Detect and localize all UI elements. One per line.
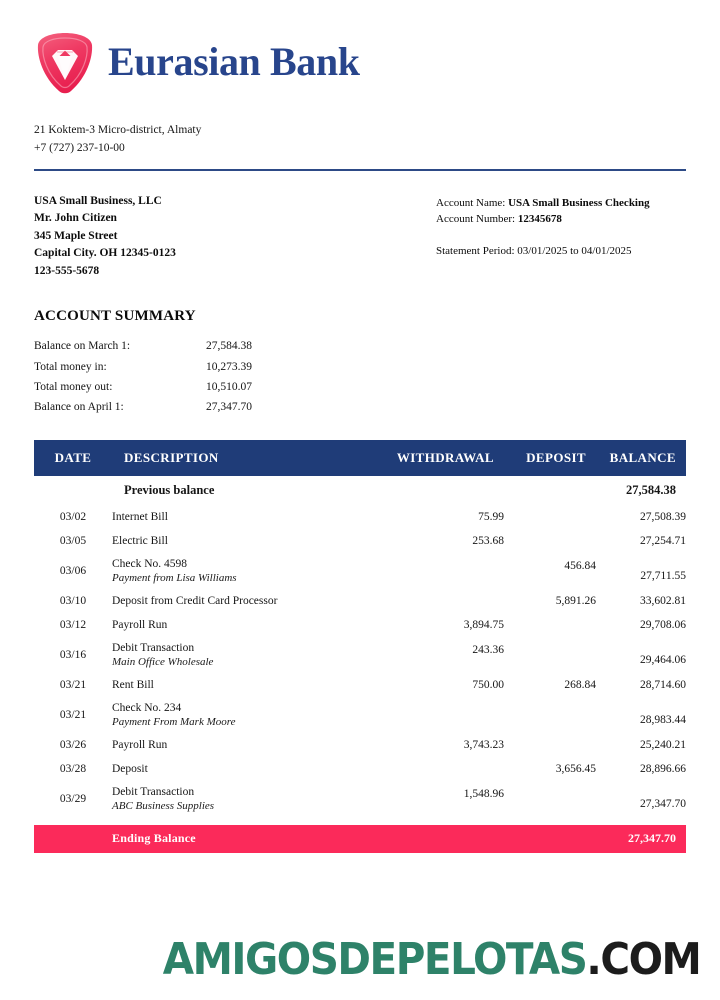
customer-contact: Mr. John Citizen [34,212,117,225]
table-row [34,553,686,589]
row-balance: 25,240.21 [640,738,686,751]
brand-name: Eurasian Bank [108,39,360,84]
row-withdrawal [374,553,504,589]
column-header-deposit[interactable]: DEPOSIT [504,440,596,476]
row-balance: 28,983.44 [640,713,686,726]
table-row [34,733,686,757]
row-withdrawal [374,697,504,733]
row-withdrawal [374,589,504,613]
row-date: 03/21 [59,678,87,691]
row-description-sub: Payment from Lisa Williams [112,571,237,584]
row-deposit [504,505,596,529]
previous-balance-date [34,476,112,505]
row-description-main: Check No. 4598 [112,557,188,570]
summary-label: Total money out: [34,380,113,393]
row-description-main: Electric Bill [112,534,168,547]
bank-phone: +7 (727) 237-10-00 [34,141,125,154]
row-date: 03/29 [59,792,87,805]
site-watermark [162,934,700,985]
row-description-main: Debit Transaction [112,641,195,654]
customer-company: USA Small Business, LLC [34,194,162,207]
watermark-tld: .COM [586,934,700,985]
row-date: 03/05 [59,534,87,547]
previous-balance-withdrawal [374,476,504,505]
account-summary-body [34,337,252,418]
row-date: 03/28 [59,762,87,775]
row-deposit: 5,891.26 [555,594,596,607]
customer-street: 345 Maple Street [34,229,118,242]
transactions-header-row [34,440,686,476]
row-deposit [504,529,596,553]
customer-address [34,193,176,280]
account-name-line [436,195,686,212]
summary-value: 10,510.07 [206,380,252,393]
row-description-sub: Payment From Mark Moore [112,715,236,728]
row-balance: 27,711.55 [640,569,686,582]
summary-row [34,377,252,397]
summary-label: Balance on March 1: [34,340,131,353]
summary-row [34,398,252,418]
row-description-sub: Main Office Wholesale [112,655,214,668]
row-balance: 29,708.06 [640,618,686,631]
row-withdrawal: 1,548.96 [463,787,504,800]
row-balance: 27,347.70 [640,797,686,810]
account-name-label: Account Name: [436,196,506,209]
row-description [112,697,374,733]
row-description-main: Payroll Run [112,618,168,631]
row-balance: 33,602.81 [640,594,686,607]
row-description-main: Payroll Run [112,738,168,751]
ending-balance-bar [34,825,686,853]
row-withdrawal: 750.00 [472,678,504,691]
table-row [34,673,686,697]
row-date: 03/26 [59,738,87,751]
ending-balance-label: Ending Balance [112,831,196,846]
table-row [34,613,686,637]
transactions-body [34,476,686,817]
account-number-line [436,211,686,228]
row-deposit: 456.84 [564,559,596,572]
account-summary-title: ACCOUNT SUMMARY [34,307,196,324]
row-withdrawal: 243.36 [472,643,504,656]
account-name-value: USA Small Business Checking [508,196,650,209]
column-header-date[interactable]: DATE [34,440,112,476]
row-date: 03/10 [59,594,87,607]
row-balance: 29,464.06 [640,653,686,666]
summary-row [34,357,252,377]
summary-value: 10,273.39 [206,360,252,373]
row-deposit [504,613,596,637]
row-withdrawal: 253.68 [472,534,504,547]
account-summary-table [34,337,252,418]
row-date: 03/16 [59,648,87,661]
row-description-main: Deposit from Credit Card Processor [112,594,278,607]
summary-label: Total money in: [34,360,107,373]
row-description-main: Check No. 234 [112,701,182,714]
row-deposit [504,697,596,733]
summary-value: 27,584.38 [206,340,252,353]
row-date: 03/02 [59,510,87,523]
row-description [112,733,374,757]
row-deposit [504,781,596,817]
row-description-sub: ABC Business Supplies [112,799,215,812]
customer-city-state-zip: Capital City. OH 12345-0123 [34,247,176,260]
table-row [34,781,686,817]
row-deposit: 268.84 [564,678,596,691]
previous-balance-deposit [504,476,596,505]
summary-label: Balance on April 1: [34,401,124,414]
row-deposit: 3,656.45 [555,762,596,775]
table-row [34,505,686,529]
row-description [112,529,374,553]
transactions-header [34,440,686,476]
account-number-label: Account Number: [436,213,516,226]
row-description [112,589,374,613]
watermark-main: AMIGOSDEPELOTAS [162,934,587,985]
row-withdrawal: 3,743.23 [463,738,504,751]
previous-balance-amount: 27,584.38 [626,482,676,497]
row-balance: 27,254.71 [640,534,686,547]
row-date: 03/12 [59,618,87,631]
row-date: 03/06 [59,564,87,577]
row-description [112,637,374,673]
row-balance: 28,714.60 [640,678,686,691]
row-withdrawal [374,757,504,781]
column-header-balance[interactable]: BALANCE [596,440,686,476]
row-description [112,781,374,817]
account-info [436,193,686,280]
row-deposit [504,733,596,757]
diamond-shield-icon [34,31,96,97]
column-header-withdrawal[interactable]: WITHDRAWAL [374,440,504,476]
table-row [34,589,686,613]
summary-value: 27,347.70 [206,401,252,414]
row-description-main: Internet Bill [112,510,168,523]
summary-row [34,337,252,357]
ending-balance-amount: 27,347.70 [628,831,676,846]
parties-block [34,193,686,280]
row-description-main: Debit Transaction [112,785,195,798]
table-row [34,637,686,673]
table-row [34,757,686,781]
column-header-description[interactable]: DESCRIPTION [112,440,374,476]
row-description [112,553,374,589]
header-divider [34,169,686,171]
row-withdrawal: 3,894.75 [463,618,504,631]
statement-header [34,0,686,86]
previous-balance-label: Previous balance [124,482,215,497]
bank-address [34,122,686,158]
row-withdrawal: 75.99 [478,510,504,523]
row-description-main: Deposit [112,762,148,775]
row-description [112,613,374,637]
table-row [34,697,686,733]
row-description [112,505,374,529]
previous-balance-row [34,476,686,505]
row-description-main: Rent Bill [112,678,154,691]
row-balance: 27,508.39 [640,510,686,523]
transactions-table [34,440,686,817]
account-number-value: 12345678 [517,213,562,226]
table-row [34,529,686,553]
bank-street: 21 Koktem-3 Micro-district, Almaty [34,124,202,136]
row-date: 03/21 [59,708,87,721]
row-deposit [504,637,596,673]
row-description [112,757,374,781]
row-description [112,673,374,697]
row-balance: 28,896.66 [640,762,686,775]
statement-period: Statement Period: 03/01/2025 to 04/01/2025 [436,244,632,257]
customer-phone: 123-555-5678 [34,264,100,277]
